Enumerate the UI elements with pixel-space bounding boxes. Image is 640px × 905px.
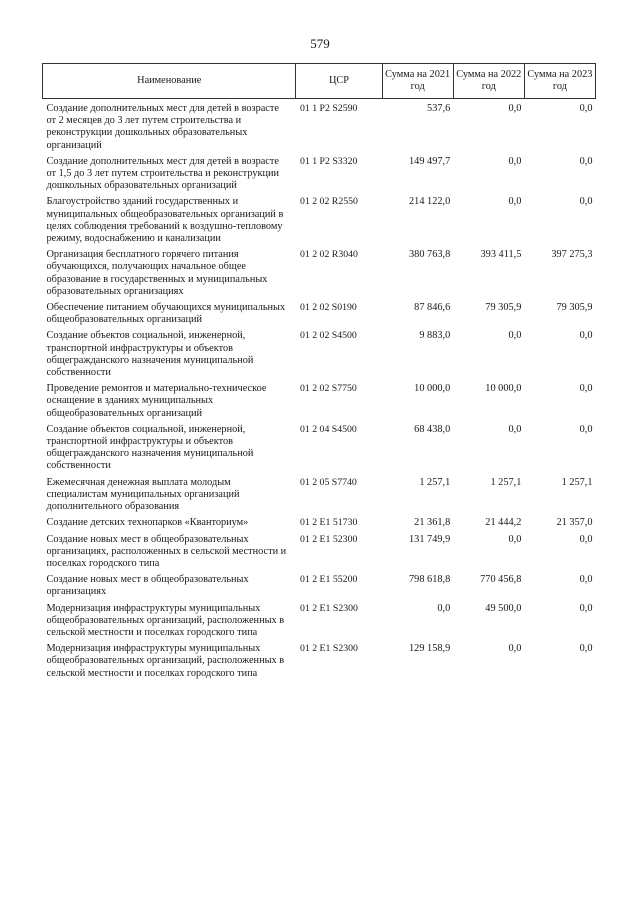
row-sum-2021: 68 438,0 xyxy=(414,423,451,435)
row-sum-2023: 1 257,1 xyxy=(561,476,593,488)
header-name: Наименование xyxy=(43,64,296,99)
row-sum-2022: 1 257,1 xyxy=(490,476,522,488)
row-sum-2023: 0,0 xyxy=(579,103,593,114)
row-sum-2022: 393 411,5 xyxy=(480,249,522,261)
row-sum-2023: 0,0 xyxy=(579,574,593,586)
row-name: Организация бесплатного горячего питания обучающихся, получающих начальное общее образование в государственных и муниципальных образовательных организациях xyxy=(46,249,268,297)
row-name: Создание объектов социальной, инженерной, транспортной инфраструктуры и объектов общегражданского назначения муниципальной собственности xyxy=(46,330,254,379)
row-name: Ежемесячная денежная выплата молодым специалистам муниципальных организаций дополнительного образования xyxy=(46,476,240,513)
row-sum-2023: 0,0 xyxy=(579,155,593,167)
header-sum-2022: Сумма на 2022 год xyxy=(453,64,524,99)
row-sum-2021: 798 618,8 xyxy=(409,574,451,586)
row-sum-2021: 10 000,0 xyxy=(414,383,451,395)
row-sum-2022: 79 305,9 xyxy=(485,302,522,314)
row-name: Создание детских технопарков «Кванториум» xyxy=(46,517,249,529)
row-code: 01 2 E1 55200 xyxy=(299,574,358,586)
table-row xyxy=(43,477,596,518)
row-code: 01 2 E1 S2300 xyxy=(299,643,358,655)
row-code: 01 2 E1 S2300 xyxy=(299,602,358,614)
row-sum-2021: 380 763,8 xyxy=(409,249,451,261)
header-sum-2021: Сумма на 2021 год xyxy=(382,64,453,99)
table-row xyxy=(43,330,596,383)
row-name: Благоустройство зданий государственных и муниципальных общеобразовательных организаций в целях соблюдения требований к воздушно-тепловому режиму, водоснабжению и канализации xyxy=(46,196,284,245)
row-sum-2023: 79 305,9 xyxy=(556,302,593,314)
row-name: Создание дополнительных мест для детей в возрасте от 1,5 до 3 лет путем строительства и реконструкции дошкольных образовательных организаций xyxy=(46,155,279,192)
row-code: 01 2 04 S4500 xyxy=(299,423,357,435)
row-code: 01 2 02 S7750 xyxy=(299,383,357,395)
row-sum-2023: 397 275,3 xyxy=(551,249,593,261)
header-sum-2023: Сумма на 2023 год xyxy=(524,64,595,99)
page-number: 579 xyxy=(310,36,330,51)
row-code: 01 2 02 S4500 xyxy=(299,330,357,342)
table-row xyxy=(43,517,596,533)
row-sum-2022: 0,0 xyxy=(508,533,522,545)
row-sum-2022: 0,0 xyxy=(508,423,522,435)
row-sum-2021: 131 749,9 xyxy=(409,533,451,545)
table-row xyxy=(43,424,596,477)
table-row xyxy=(43,99,596,156)
row-sum-2021: 129 158,9 xyxy=(409,643,451,655)
row-sum-2023: 0,0 xyxy=(579,330,593,342)
table-row xyxy=(43,302,596,330)
row-sum-2022: 770 456,8 xyxy=(480,574,522,586)
row-name: Создание новых мест в общеобразовательных организациях xyxy=(46,574,249,598)
row-sum-2021: 214 122,0 xyxy=(409,196,451,208)
table-row xyxy=(43,383,596,424)
row-code: 01 1 P2 S3320 xyxy=(299,155,358,167)
table-row xyxy=(43,156,596,197)
row-sum-2021: 21 361,8 xyxy=(414,517,451,529)
row-code: 01 2 05 S7740 xyxy=(299,476,357,488)
row-sum-2023: 0,0 xyxy=(579,643,593,655)
row-sum-2022: 10 000,0 xyxy=(485,383,522,395)
row-sum-2023: 0,0 xyxy=(579,383,593,395)
row-name: Модернизация инфраструктуры муниципальных общеобразовательных организаций, расположенных в сельской местности и поселках городского типа xyxy=(46,643,285,679)
row-code: 01 2 02 R3040 xyxy=(299,249,358,261)
row-code: 01 2 E1 52300 xyxy=(299,533,358,545)
table-row xyxy=(43,249,596,302)
table-row xyxy=(43,643,596,684)
row-sum-2023: 21 357,0 xyxy=(556,517,593,529)
table-row xyxy=(43,534,596,575)
header-code: ЦСР xyxy=(296,64,382,99)
table-row xyxy=(43,196,596,249)
row-code: 01 2 02 S0190 xyxy=(299,302,357,314)
row-sum-2022: 21 444,2 xyxy=(485,517,522,529)
row-code: 01 1 P2 S2590 xyxy=(299,103,358,114)
row-sum-2023: 0,0 xyxy=(579,196,593,208)
row-sum-2021: 0,0 xyxy=(437,602,451,614)
table-body xyxy=(43,99,596,684)
row-sum-2022: 0,0 xyxy=(508,643,522,655)
row-sum-2021: 9 883,0 xyxy=(419,330,451,342)
row-name: Создание дополнительных мест для детей в возрасте от 2 месяцев до 3 лет путем строительства и реконструкции дошкольных образовательных организаций xyxy=(46,103,279,151)
row-name: Создание новых мест в общеобразовательных организациях, расположенных в сельской местности и поселках городского типа xyxy=(46,533,287,569)
table-row xyxy=(43,574,596,602)
row-code: 01 2 02 R2550 xyxy=(299,196,358,208)
table-header-row xyxy=(43,64,596,99)
row-sum-2022: 49 500,0 xyxy=(485,602,522,614)
row-sum-2022: 0,0 xyxy=(508,196,522,208)
row-sum-2023: 0,0 xyxy=(579,602,593,614)
row-sum-2022: 0,0 xyxy=(508,330,522,342)
row-sum-2021: 537,6 xyxy=(427,103,451,114)
row-name: Создание объектов социальной, инженерной, транспортной инфраструктуры и объектов общегражданского назначения муниципальной собственности xyxy=(46,423,254,472)
row-name: Модернизация инфраструктуры муниципальных общеобразовательных организаций, расположенных в сельской местности и поселках городского типа xyxy=(46,602,285,638)
row-sum-2023: 0,0 xyxy=(579,533,593,545)
budget-table xyxy=(42,63,596,684)
row-sum-2022: 0,0 xyxy=(508,103,522,114)
row-name: Обеспечение питанием обучающихся муниципальных общеобразовательных организаций xyxy=(46,302,286,326)
row-sum-2023: 0,0 xyxy=(579,423,593,435)
row-sum-2021: 1 257,1 xyxy=(419,476,451,488)
table-row xyxy=(43,603,596,644)
row-sum-2021: 87 846,6 xyxy=(414,302,451,314)
row-sum-2022: 0,0 xyxy=(508,155,522,167)
row-sum-2021: 149 497,7 xyxy=(409,155,451,167)
row-name: Проведение ремонтов и материально-техническое оснащение в зданиях муниципальных общеобразовательных организаций xyxy=(46,383,267,419)
row-code: 01 2 E1 51730 xyxy=(299,517,358,529)
